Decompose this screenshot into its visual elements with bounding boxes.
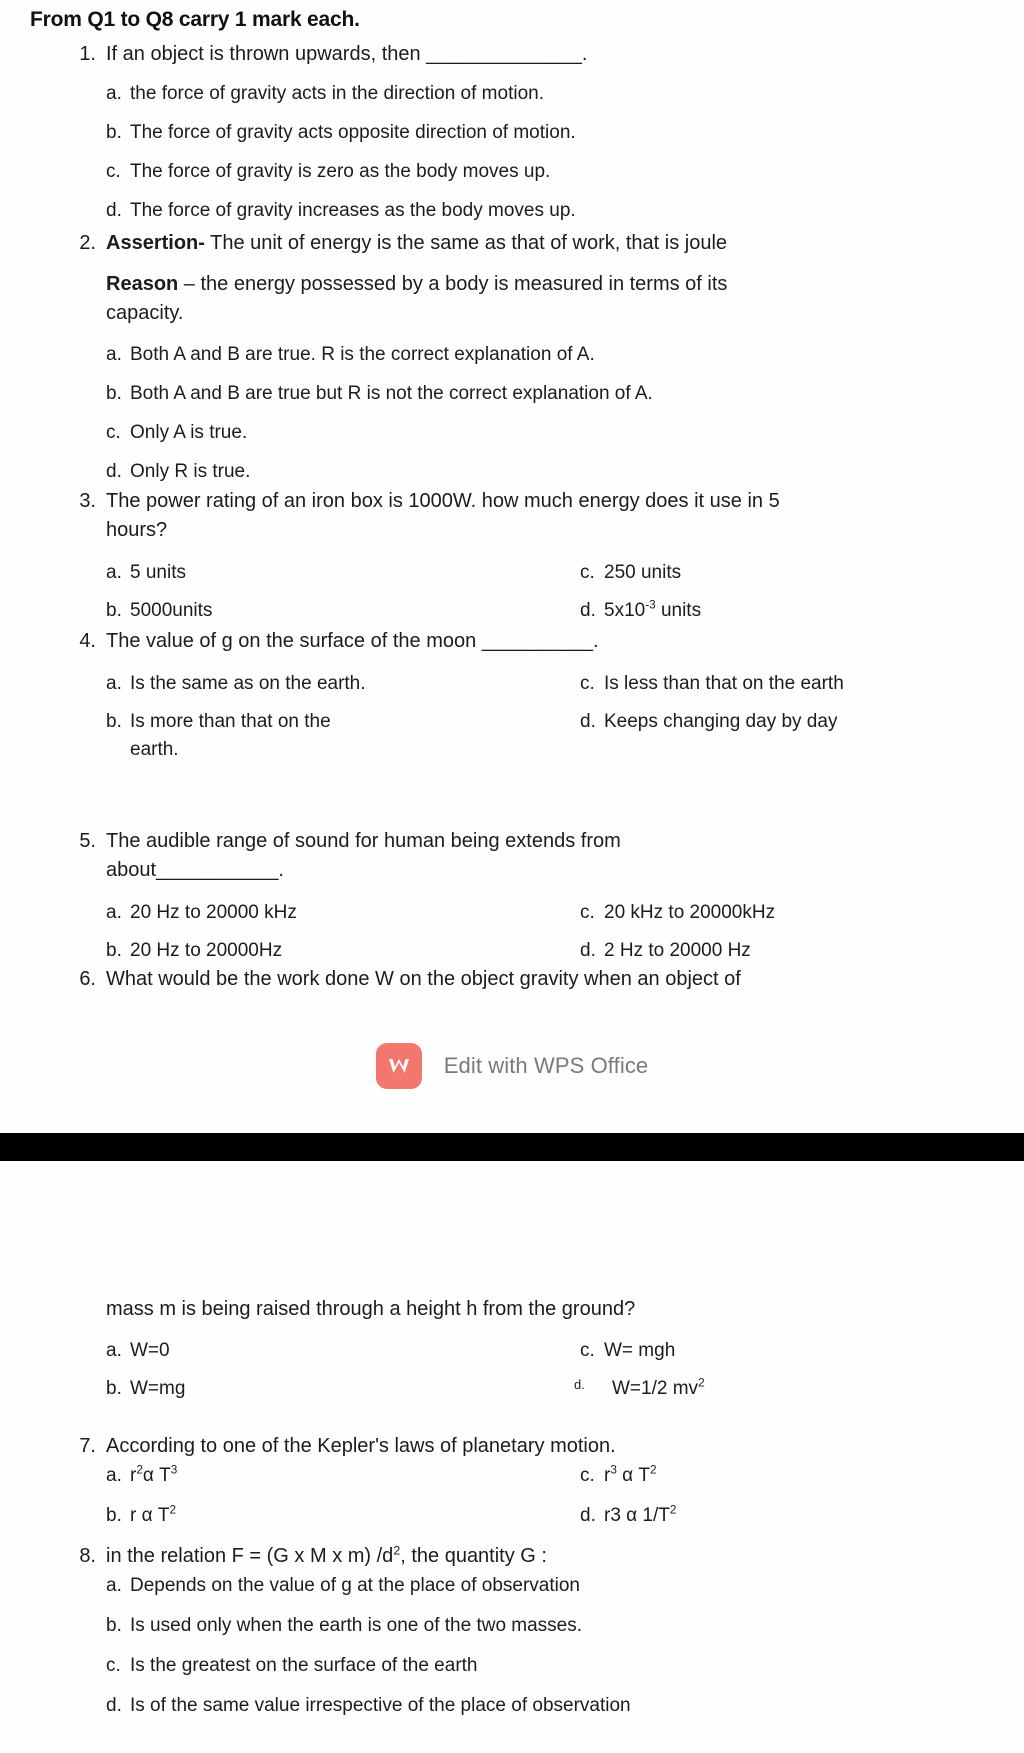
question-text: The value of g on the surface of the moon __________. (106, 630, 599, 652)
option-letter: b. (106, 940, 122, 961)
reason-label: Reason (106, 273, 179, 295)
option-letter: c. (106, 161, 121, 182)
option-letter: a. (106, 1575, 122, 1596)
option-letter: a. (106, 1465, 122, 1486)
question-text-reason (106, 270, 766, 328)
option-text: Both A and B are true but R is not the correct explanation of A. (130, 383, 653, 404)
option-row (62, 937, 962, 965)
option-d[interactable] (580, 597, 701, 625)
option-text: 20 kHz to 20000kHz (604, 902, 776, 923)
question-text: What would be the work done W on the object gravity when an object of (106, 968, 741, 990)
question-row (62, 40, 962, 69)
option-letter: d. (106, 200, 122, 221)
option-text: r α $T^2$ (130, 1503, 177, 1526)
option-text: $r^2\alpha$ $T^3$ (130, 1463, 178, 1486)
option-d[interactable] (106, 197, 962, 225)
option-c[interactable] (580, 670, 844, 698)
question-number: 7. (79, 1435, 96, 1457)
wps-banner-label: Edit with WPS Office (443, 1053, 649, 1078)
option-b[interactable] (106, 937, 282, 965)
option-a[interactable] (106, 899, 297, 927)
question-block-8 (62, 1542, 962, 1720)
option-letter: b. (106, 711, 122, 732)
option-letter: c. (106, 1655, 121, 1676)
reason-body: – the energy possessed by a body is measured in terms of its capacity. (106, 273, 728, 324)
option-text: W=mg (130, 1378, 186, 1399)
question-text-continued: mass m is being raised through a height h from the ground? (106, 1298, 636, 1320)
question-text: The power rating of an iron box is 1000W. how much energy does it use in 5 hours? (106, 490, 780, 541)
option-b[interactable] (106, 380, 962, 408)
question-block-2 (62, 229, 962, 486)
option-letter: d. (106, 461, 122, 482)
option-a[interactable] (106, 1337, 170, 1365)
option-letter: a. (106, 902, 122, 923)
option-row (62, 597, 962, 625)
wps-office-banner[interactable] (0, 1035, 1024, 1097)
page-separator-bar (0, 1133, 1024, 1161)
option-letter: b. (106, 600, 122, 621)
question-text: If an object is thrown upwards, then ______________. (106, 43, 588, 65)
option-a[interactable] (106, 670, 366, 698)
option-text: Only A is true. (130, 422, 248, 443)
assertion-body: The unit of energy is the same as that of work, that is joule (204, 232, 728, 254)
option-letter: a. (106, 1340, 122, 1361)
option-b[interactable] (106, 1375, 185, 1403)
option-text: Is the greatest on the surface of the earth (130, 1655, 478, 1676)
option-row (62, 1375, 962, 1403)
option-b[interactable] (106, 119, 962, 147)
option-text: W=1/2 $mv^2$ (612, 1376, 705, 1399)
option-letter: d. (574, 1377, 585, 1392)
option-b[interactable] (106, 597, 212, 625)
option-text: r3 α $1/T^2$ (604, 1503, 677, 1526)
question-row (62, 487, 962, 545)
question-row (62, 1542, 962, 1571)
option-d[interactable] (574, 1375, 705, 1403)
option-text: 2 Hz to 20000 Hz (604, 940, 751, 961)
option-text: the force of gravity acts in the direction of motion. (130, 83, 544, 104)
option-row (62, 1462, 962, 1490)
option-letter: b. (106, 122, 122, 143)
question-number: 2. (79, 232, 96, 254)
option-letter: c. (580, 902, 595, 923)
option-letter: b. (106, 383, 122, 404)
question-row (62, 827, 962, 885)
question-block-3 (62, 487, 962, 625)
option-b[interactable] (106, 708, 340, 764)
question-row (62, 627, 962, 656)
question-text: The audible range of sound for human being extends from about___________. (106, 830, 621, 881)
option-text: Only R is true. (130, 461, 251, 482)
option-letter: c. (106, 422, 121, 443)
question-row (62, 965, 962, 994)
option-b[interactable] (106, 1612, 962, 1640)
option-c[interactable] (580, 559, 681, 587)
option-text: Is used only when the earth is one of the two masses. (130, 1615, 583, 1636)
question-block-4 (62, 627, 962, 766)
question-number: 6. (79, 968, 96, 990)
option-a[interactable] (106, 559, 186, 587)
question-row-reason (62, 270, 962, 328)
option-text: W=0 (130, 1340, 170, 1361)
question-row (62, 229, 962, 258)
option-row (62, 559, 962, 587)
question-block-6-continued (62, 1295, 962, 1403)
option-text: The force of gravity increases as the body moves up. (130, 200, 576, 221)
option-letter: a. (106, 344, 122, 365)
option-letter: a. (106, 83, 122, 104)
option-d[interactable] (106, 1692, 962, 1720)
option-letter: d. (106, 1695, 122, 1716)
option-d[interactable] (580, 1502, 676, 1530)
option-row (62, 1337, 962, 1365)
option-text: Is the same as on the earth. (130, 673, 366, 694)
option-text: Keeps changing day by day (604, 711, 838, 732)
question-number: 1. (79, 43, 96, 65)
option-text: 250 units (604, 562, 682, 583)
option-text: Depends on the value of g at the place of observation (130, 1575, 580, 1596)
option-letter: c. (580, 1340, 595, 1361)
question-row (62, 1295, 962, 1324)
option-a[interactable] (106, 80, 962, 108)
option-c[interactable] (106, 1652, 962, 1680)
option-letter: b. (106, 1615, 122, 1636)
question-text: in the relation F = (G x M x m) $/d^2$, the quantity G : (106, 1543, 547, 1567)
option-row (62, 670, 962, 698)
option-text: W= mgh (604, 1340, 676, 1361)
option-letter: b. (106, 1378, 122, 1399)
question-block-7 (62, 1432, 962, 1530)
option-letter: d. (580, 600, 596, 621)
option-row (62, 1502, 962, 1530)
option-row (62, 899, 962, 927)
option-c[interactable] (580, 1337, 675, 1365)
question-number: 3. (79, 490, 96, 512)
option-text: Is more than that on the earth. (130, 711, 331, 760)
question-number: 4. (79, 630, 96, 652)
option-d[interactable] (580, 708, 837, 736)
wps-logo-icon (376, 1043, 422, 1089)
option-c[interactable] (106, 419, 962, 447)
option-letter: c. (580, 562, 595, 583)
assertion-label: Assertion- (106, 232, 205, 254)
option-letter: d. (580, 711, 596, 732)
question-block-1 (62, 40, 962, 225)
question-text: According to one of the Kepler's laws of planetary motion. (106, 1435, 616, 1457)
option-letter: b. (106, 1505, 122, 1526)
question-number: 8. (79, 1545, 96, 1567)
option-letter: d. (580, 940, 596, 961)
option-text: $5x10^{-3}$ units (604, 598, 702, 621)
option-letter: d. (580, 1505, 596, 1526)
option-text: 5 units (130, 562, 186, 583)
option-text: Is of the same value irrespective of the place of observation (130, 1695, 631, 1716)
option-text: $r^3$ α $T^2$ (604, 1463, 657, 1486)
question-row (62, 1432, 962, 1461)
option-text: 20 Hz to 20000Hz (130, 940, 283, 961)
question-text-assertion (106, 229, 727, 258)
option-d[interactable] (106, 458, 962, 486)
option-text: 20 Hz to 20000 kHz (130, 902, 297, 923)
page-title: From Q1 to Q8 carry 1 mark each. (30, 8, 360, 31)
option-a[interactable] (106, 341, 962, 369)
question-block-5 (62, 827, 962, 965)
option-text: Is less than that on the earth (604, 673, 844, 694)
question-block-6-stem (62, 965, 962, 994)
option-letter: a. (106, 562, 122, 583)
option-text: The force of gravity acts opposite direction of motion. (130, 122, 576, 143)
option-c[interactable] (580, 899, 775, 927)
option-letter: a. (106, 673, 122, 694)
option-text: 5000units (130, 600, 213, 621)
option-text: Both A and B are true. R is the correct explanation of A. (130, 344, 595, 365)
option-letter: c. (580, 673, 595, 694)
option-b[interactable] (106, 1502, 176, 1530)
option-c[interactable] (106, 158, 962, 186)
option-letter: c. (580, 1465, 595, 1486)
option-row (62, 708, 962, 766)
option-d[interactable] (580, 937, 751, 965)
option-a[interactable] (106, 1572, 962, 1600)
option-a[interactable] (106, 1462, 177, 1490)
option-c[interactable] (580, 1462, 657, 1490)
question-number: 5. (79, 830, 96, 852)
option-text: The force of gravity is zero as the body moves up. (130, 161, 551, 182)
